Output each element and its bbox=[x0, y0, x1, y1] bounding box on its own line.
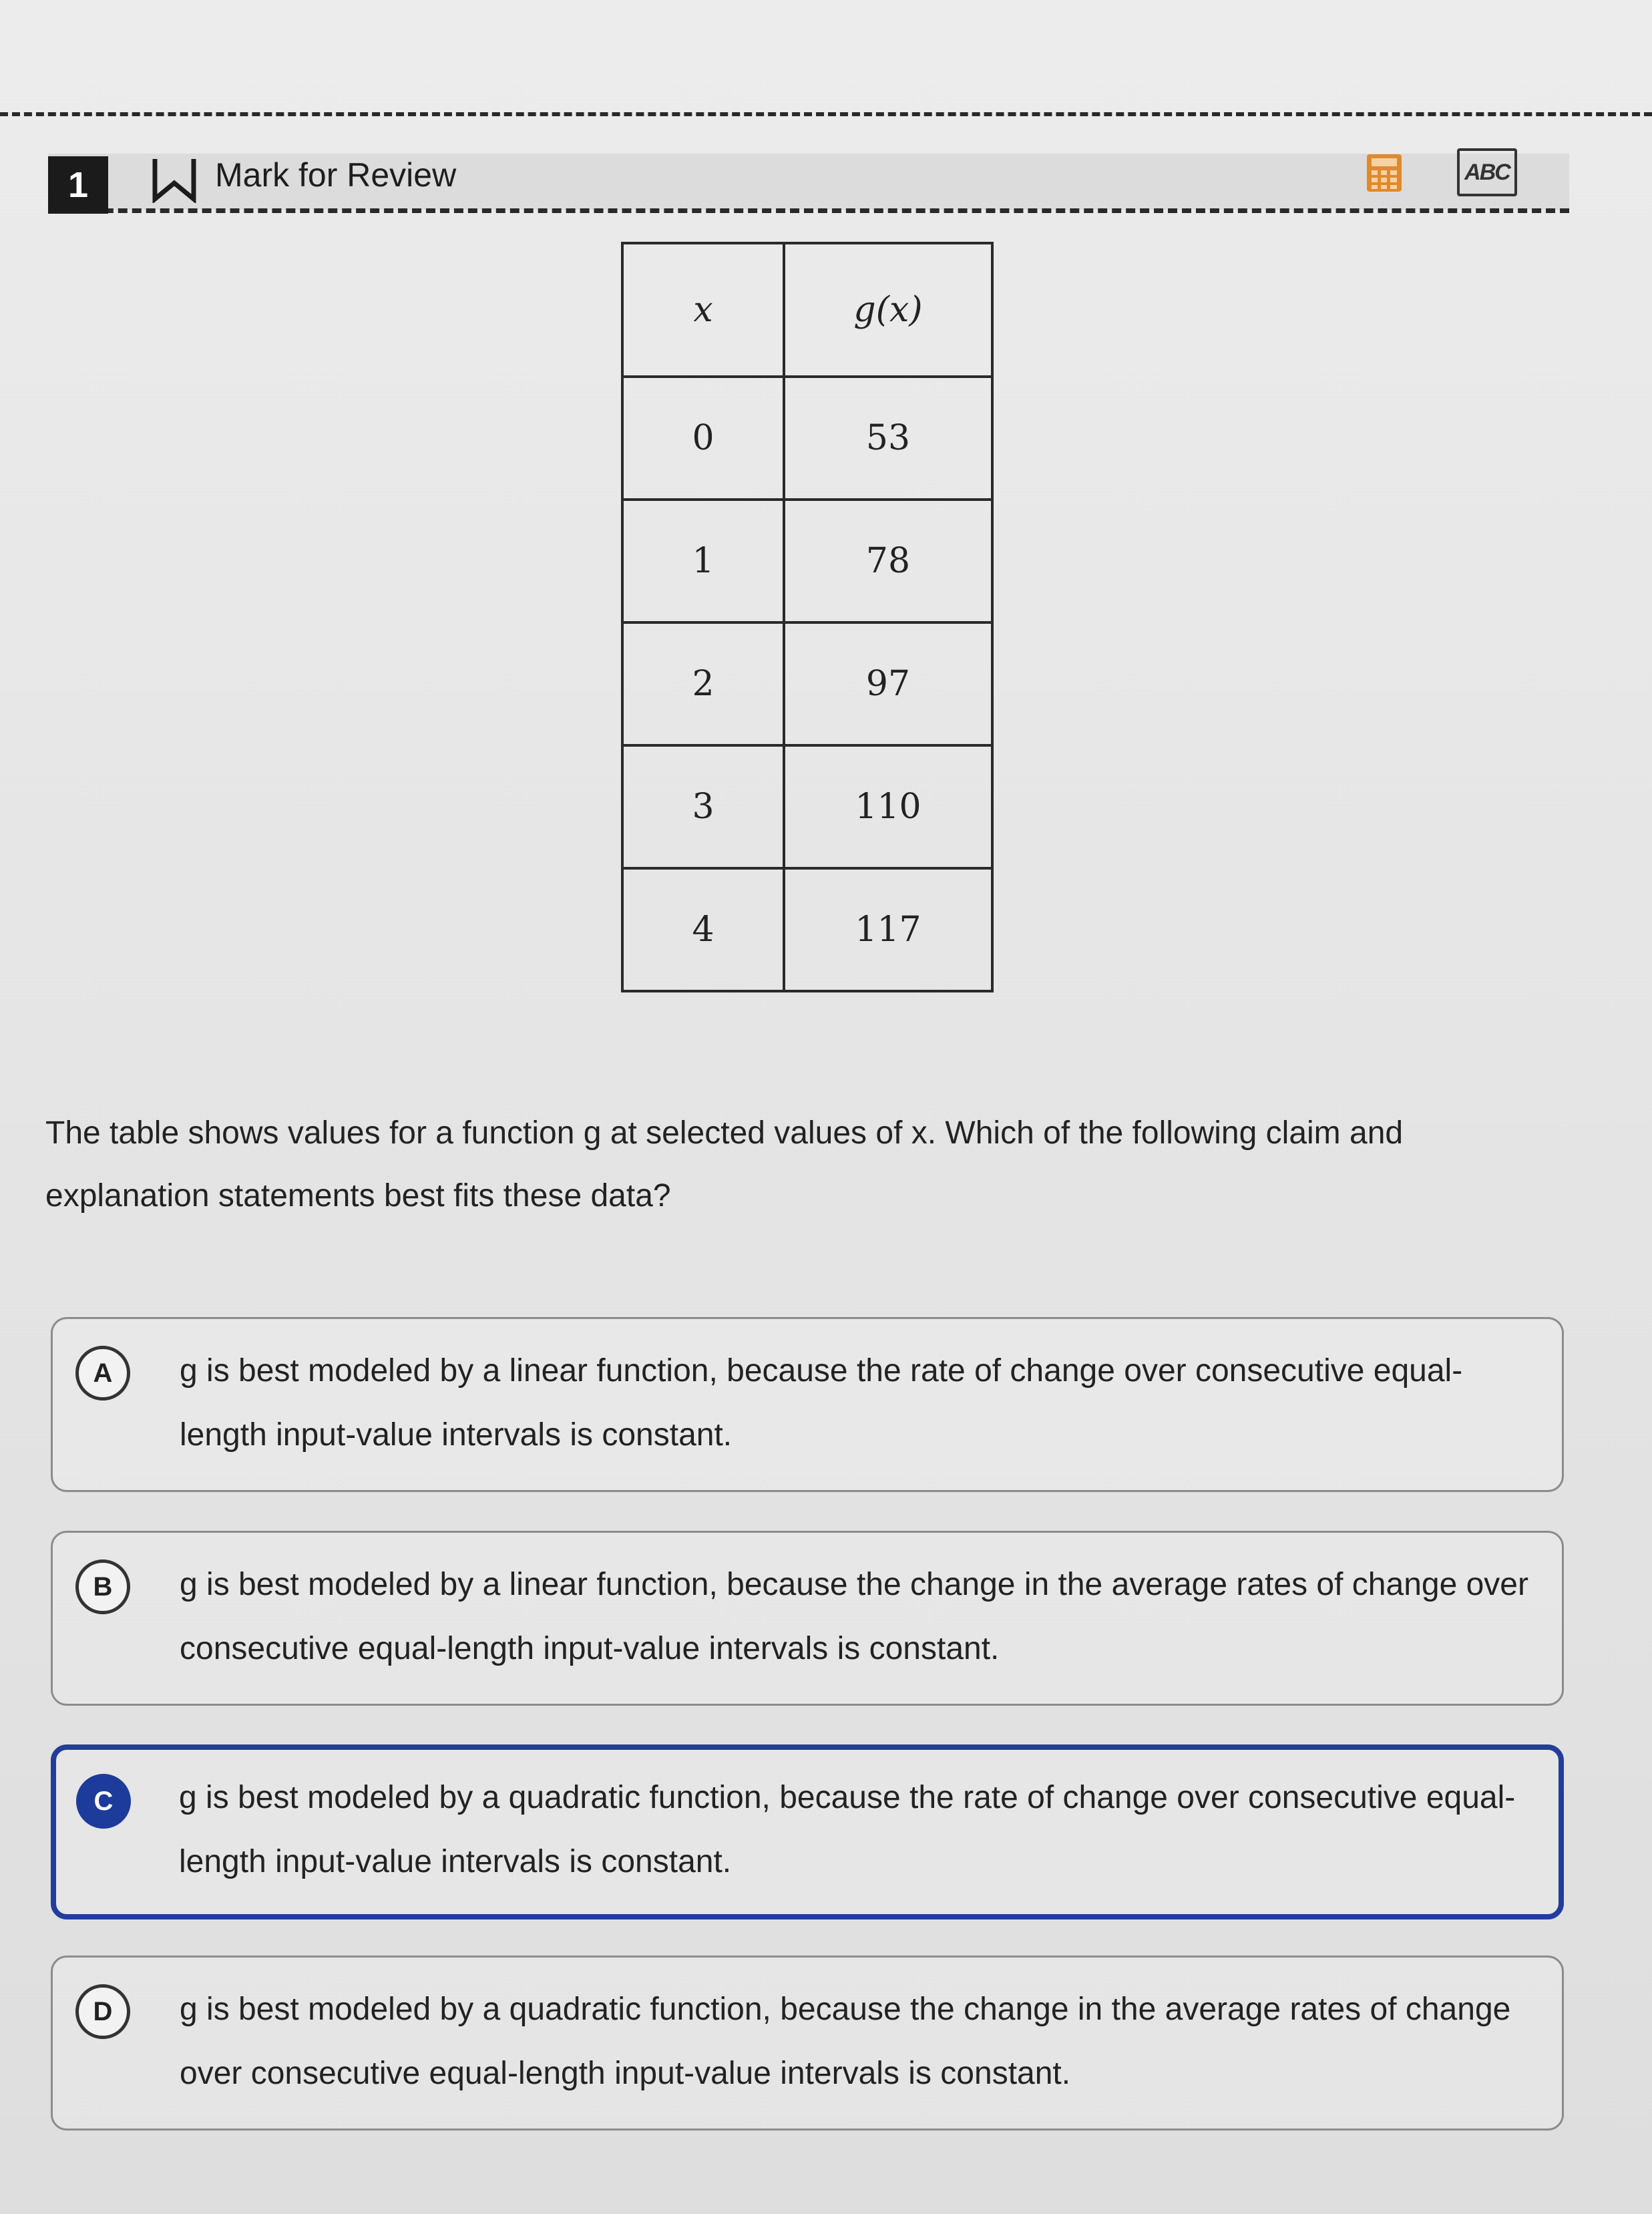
header-divider bbox=[48, 208, 1569, 213]
column-header-x: x bbox=[622, 243, 784, 377]
choice-text-b: g is best modeled by a linear function, because the change in the average rates of change over consecutive equal-length input-value intervals is constant. bbox=[180, 1567, 1528, 1666]
answer-choice-b[interactable] bbox=[51, 1531, 1564, 1706]
cell-gx: 110 bbox=[784, 745, 992, 868]
answer-choice-c[interactable] bbox=[51, 1744, 1564, 1919]
column-header-gx: g(x) bbox=[784, 243, 992, 377]
question-prompt: The table shows values for a function g at selected values of x. Which of the following claim and explanation statements best fits these data? bbox=[45, 1115, 1404, 1214]
question-number: 1 bbox=[48, 156, 108, 214]
annotate-abc-button[interactable]: ABC bbox=[1457, 148, 1517, 196]
choice-text-a: g is best modeled by a linear function, because the rate of change over consecutive equal-length input-value intervals is constant. bbox=[180, 1353, 1463, 1453]
cell-x: 2 bbox=[622, 622, 784, 745]
table-row bbox=[622, 377, 992, 500]
answer-choice-d[interactable] bbox=[51, 1956, 1564, 2131]
cell-gx: 97 bbox=[784, 622, 992, 745]
cell-gx: 117 bbox=[784, 868, 992, 991]
table-row bbox=[622, 622, 992, 745]
mark-for-review-button[interactable]: Mark for Review bbox=[215, 156, 457, 194]
cell-x: 4 bbox=[622, 868, 784, 991]
choice-letter-a: A bbox=[75, 1346, 130, 1401]
choice-text-c: g is best modeled by a quadratic function, because the rate of change over consecutive equal-length input-value intervals is constant. bbox=[179, 1780, 1516, 1879]
answer-choice-a[interactable] bbox=[51, 1317, 1564, 1492]
bookmark-icon[interactable] bbox=[151, 155, 198, 203]
cell-gx: 78 bbox=[784, 500, 992, 622]
calculator-icon[interactable] bbox=[1365, 152, 1404, 194]
values-table bbox=[621, 242, 994, 992]
cell-gx: 53 bbox=[784, 377, 992, 500]
table-row bbox=[622, 745, 992, 868]
choice-letter-d: D bbox=[75, 1984, 130, 2039]
cell-x: 1 bbox=[622, 500, 784, 622]
cell-x: 0 bbox=[622, 377, 784, 500]
table-row bbox=[622, 868, 992, 991]
choice-letter-c: C bbox=[76, 1774, 131, 1829]
cell-x: 3 bbox=[622, 745, 784, 868]
table-row bbox=[622, 500, 992, 622]
choice-letter-b: B bbox=[75, 1559, 130, 1614]
choice-text-d: g is best modeled by a quadratic function, because the change in the average rates of change over consecutive equal-length input-value intervals is constant. bbox=[180, 1992, 1511, 2091]
table-header-row bbox=[622, 243, 992, 377]
top-divider bbox=[0, 112, 1652, 116]
